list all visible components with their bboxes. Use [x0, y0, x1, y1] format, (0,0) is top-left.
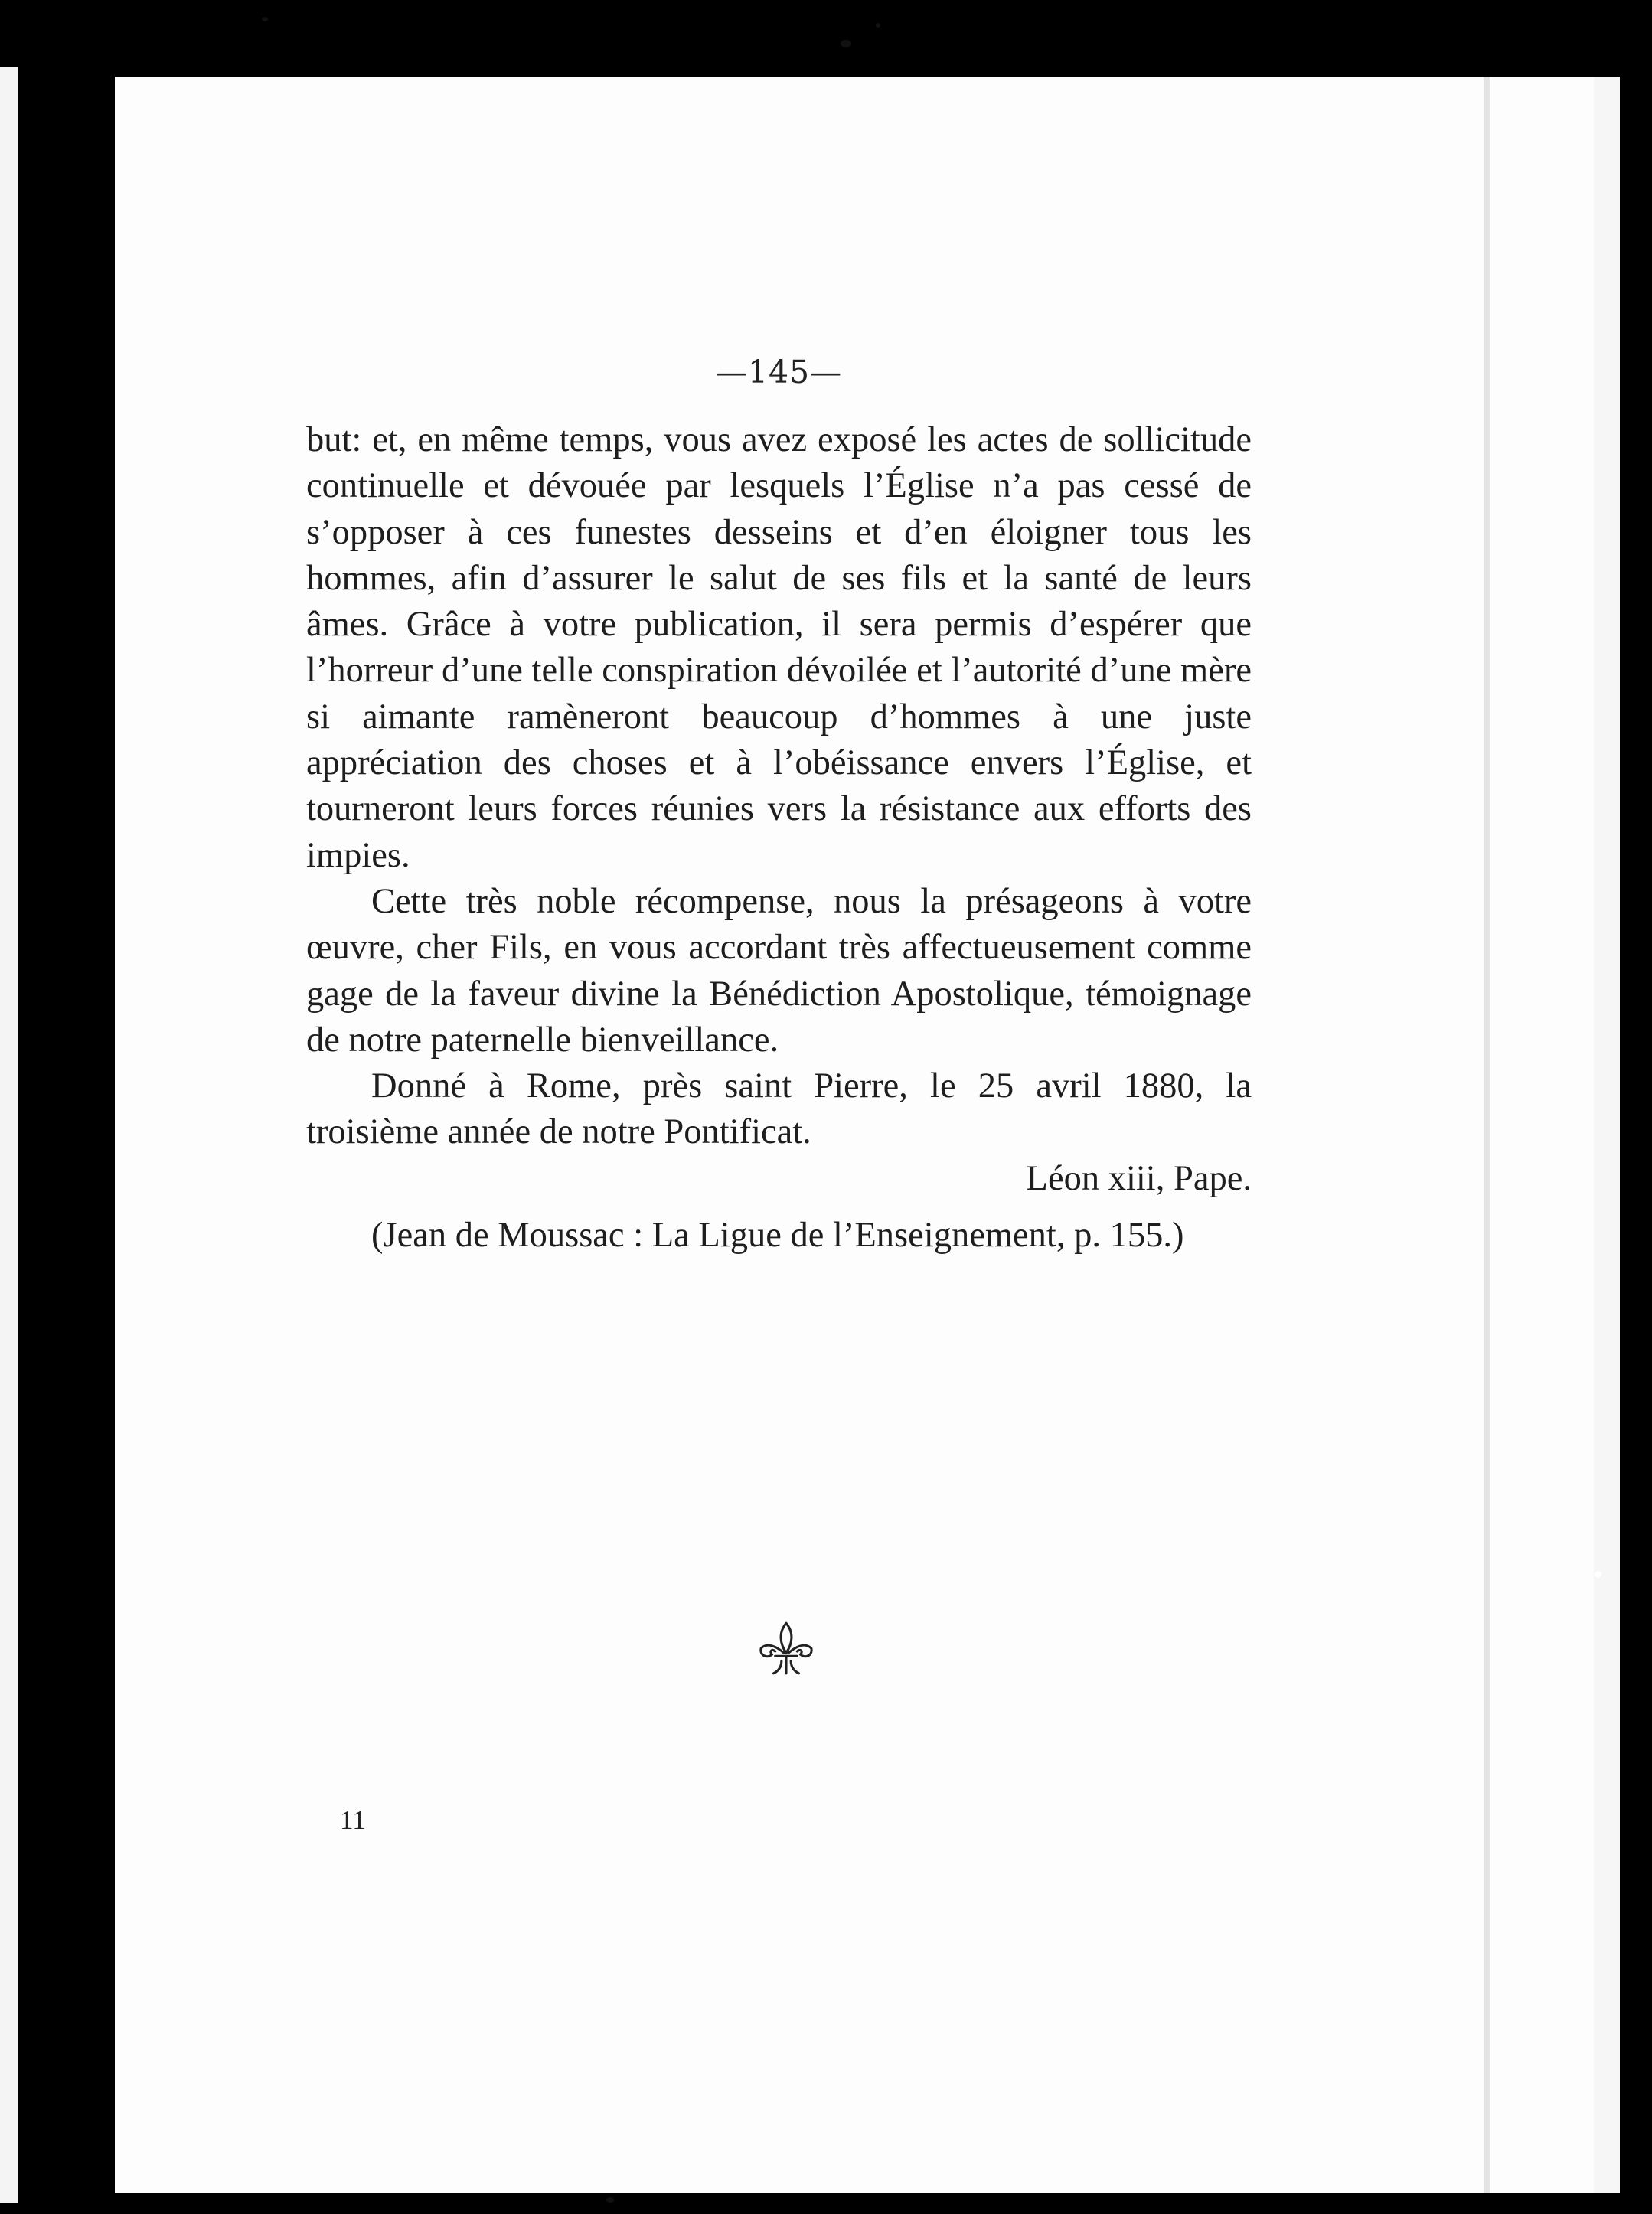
dust-speck	[606, 2197, 614, 2203]
dust-speck	[1595, 1571, 1601, 1578]
dust-speck	[262, 17, 268, 21]
signature-mark: 11	[340, 1805, 366, 1835]
paragraph-continuation: but: et, en même temps, vous avez exposé les actes de sollicitude continuelle et dévouée par lesquels l’Église n’a pas cessé de s’opposer à ces funestes desseins et d’en éloigner tous les hommes, afin d’assurer le salut de ses fils et la santé de leurs âmes. Grâce à votre publication, il sera permis d’espérer que l’horreur d’une telle conspiration dévoilée et l’autorité d’une mère si aimante ramèneront beaucoup d’hommes à une juste appréciation des choses et à l’obéissance envers l’Église, et tourneront leurs forces réunies vers la résistance aux efforts des impies.	[306, 420, 1252, 875]
paragraph-date: Donné à Rome, près saint Pierre, le 25 avril 1880, la troisième année de notre Pontificat.	[306, 1066, 1252, 1152]
dust-speck	[876, 23, 880, 28]
dust-speck	[841, 40, 851, 47]
fleur-de-lis-icon	[755, 1617, 818, 1680]
page-gutter	[1484, 77, 1490, 2193]
paragraph-blessing: Cette très noble récompense, nous la présageons à votre œuvre, cher Fils, en vous accordant très affectueusement comme gage de la faveur divine la Bénédiction Apostolique, témoignage de notre paternelle bienveillance.	[306, 881, 1252, 1060]
citation: (Jean de Moussac : La Ligue de l’Enseignement, p. 155.)	[371, 1216, 1184, 1256]
page-header: —145—	[715, 354, 843, 390]
signature: Léon xiii, Pape.	[1026, 1158, 1252, 1198]
body-text	[306, 417, 1252, 1259]
page-edge-strip	[1594, 77, 1620, 2193]
previous-page-edge	[0, 67, 18, 2203]
